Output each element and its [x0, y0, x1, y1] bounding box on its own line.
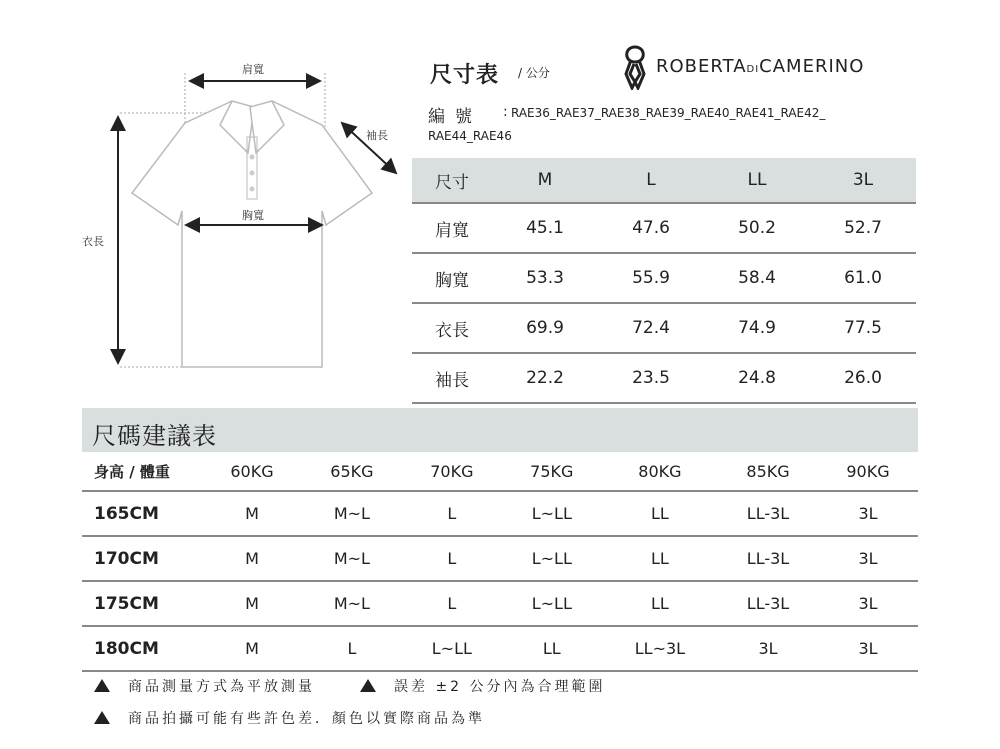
weight-header: 60KG — [202, 452, 302, 491]
cell: L — [402, 581, 502, 626]
table-row — [82, 626, 918, 671]
row-label: 衣長 — [412, 303, 492, 353]
note-tolerance-text: 誤差 ±2 公分內為合理範圍 — [394, 679, 606, 695]
triangle-icon — [360, 679, 376, 692]
size-col-ll: LL — [704, 158, 810, 203]
cell: LL~3L — [602, 626, 718, 671]
size-table — [412, 158, 916, 404]
weight-header: 80KG — [602, 452, 718, 491]
cell: L~LL — [502, 491, 602, 536]
cell: LL-3L — [718, 581, 818, 626]
brand-di: DI — [746, 64, 760, 75]
shirt-diagram — [60, 45, 420, 385]
cell: 72.4 — [598, 303, 704, 353]
unit-label: / 公分 — [518, 66, 550, 80]
brand-prefix: ROBERTA — [656, 56, 747, 77]
cell: 74.9 — [704, 303, 810, 353]
cell: 3L — [818, 536, 918, 581]
height-label: 165CM — [82, 491, 202, 536]
cell: L — [402, 536, 502, 581]
cell: 77.5 — [810, 303, 916, 353]
size-col-m: M — [492, 158, 598, 203]
brand-name — [656, 56, 864, 77]
cell: 50.2 — [704, 203, 810, 253]
cell: LL — [602, 491, 718, 536]
weight-header: 65KG — [302, 452, 402, 491]
cell: L~LL — [502, 536, 602, 581]
size-header-label: 尺寸 — [412, 158, 492, 203]
cell: M~L — [302, 536, 402, 581]
product-codes-line2: RAE44_RAE46 — [428, 129, 512, 143]
note-color-text: 商品拍攝可能有些許色差．顏色以實際商品為準 — [128, 711, 485, 727]
weight-header: 75KG — [502, 452, 602, 491]
table-row — [412, 253, 916, 303]
cell: M — [202, 491, 302, 536]
height-weight-corner: 身高 / 體重 — [82, 452, 202, 491]
cell: M — [202, 581, 302, 626]
cell: LL — [502, 626, 602, 671]
brand-suffix: CAMERINO — [759, 56, 865, 77]
cell: 3L — [718, 626, 818, 671]
cell: L — [302, 626, 402, 671]
chest-label: 胸寬 — [242, 209, 264, 222]
cell: 3L — [818, 491, 918, 536]
recommendation-header-row — [82, 452, 918, 491]
weight-header: 70KG — [402, 452, 502, 491]
table-row — [412, 303, 916, 353]
cell: 22.2 — [492, 353, 598, 403]
cell: 47.6 — [598, 203, 704, 253]
cell: 45.1 — [492, 203, 598, 253]
cell: 3L — [818, 626, 918, 671]
cell: LL — [602, 536, 718, 581]
table-row — [412, 353, 916, 403]
cell: M — [202, 626, 302, 671]
cell: 58.4 — [704, 253, 810, 303]
cell: M~L — [302, 491, 402, 536]
cell: 52.7 — [810, 203, 916, 253]
cell: LL-3L — [718, 536, 818, 581]
size-chart-title: 尺寸表 — [430, 63, 500, 88]
cell: 61.0 — [810, 253, 916, 303]
cell: 26.0 — [810, 353, 916, 403]
table-row — [82, 581, 918, 626]
weight-header: 90KG — [818, 452, 918, 491]
row-label: 胸寬 — [412, 253, 492, 303]
sleeve-label: 袖長 — [366, 129, 388, 142]
triangle-icon — [94, 679, 110, 692]
weight-header: 85KG — [718, 452, 818, 491]
cell: LL-3L — [718, 491, 818, 536]
note-measurement — [94, 676, 315, 696]
shoulder-label: 肩寬 — [242, 63, 264, 76]
cell: 55.9 — [598, 253, 704, 303]
size-table-header-row — [412, 158, 916, 203]
polo-shirt-outline — [60, 45, 420, 385]
cell: L~LL — [402, 626, 502, 671]
note-color — [94, 708, 485, 728]
recommendation-table — [82, 452, 918, 672]
code-label: 編號 — [428, 107, 482, 127]
table-row — [82, 491, 918, 536]
note-tolerance — [360, 676, 606, 696]
length-label: 衣長 — [82, 235, 104, 248]
table-row — [412, 203, 916, 253]
cell: M~L — [302, 581, 402, 626]
height-label: 175CM — [82, 581, 202, 626]
cell: LL — [602, 581, 718, 626]
code-colon: : — [503, 104, 508, 120]
cell: 23.5 — [598, 353, 704, 403]
cell: 69.9 — [492, 303, 598, 353]
height-label: 170CM — [82, 536, 202, 581]
row-label: 袖長 — [412, 353, 492, 403]
size-col-3l: 3L — [810, 158, 916, 203]
brand-logo-icon — [618, 44, 652, 90]
height-label: 180CM — [82, 626, 202, 671]
cell: M — [202, 536, 302, 581]
cell: 24.8 — [704, 353, 810, 403]
table-row — [82, 536, 918, 581]
row-label: 肩寬 — [412, 203, 492, 253]
triangle-icon — [94, 711, 110, 724]
recommendation-title: 尺碼建議表 — [92, 422, 217, 450]
cell: 3L — [818, 581, 918, 626]
cell: 53.3 — [492, 253, 598, 303]
cell: L~LL — [502, 581, 602, 626]
cell: L — [402, 491, 502, 536]
note-measurement-text: 商品測量方式為平放測量 — [128, 679, 315, 695]
product-codes-line1: RAE36_RAE37_RAE38_RAE39_RAE40_RAE41_RAE42_ — [511, 106, 826, 120]
size-col-l: L — [598, 158, 704, 203]
